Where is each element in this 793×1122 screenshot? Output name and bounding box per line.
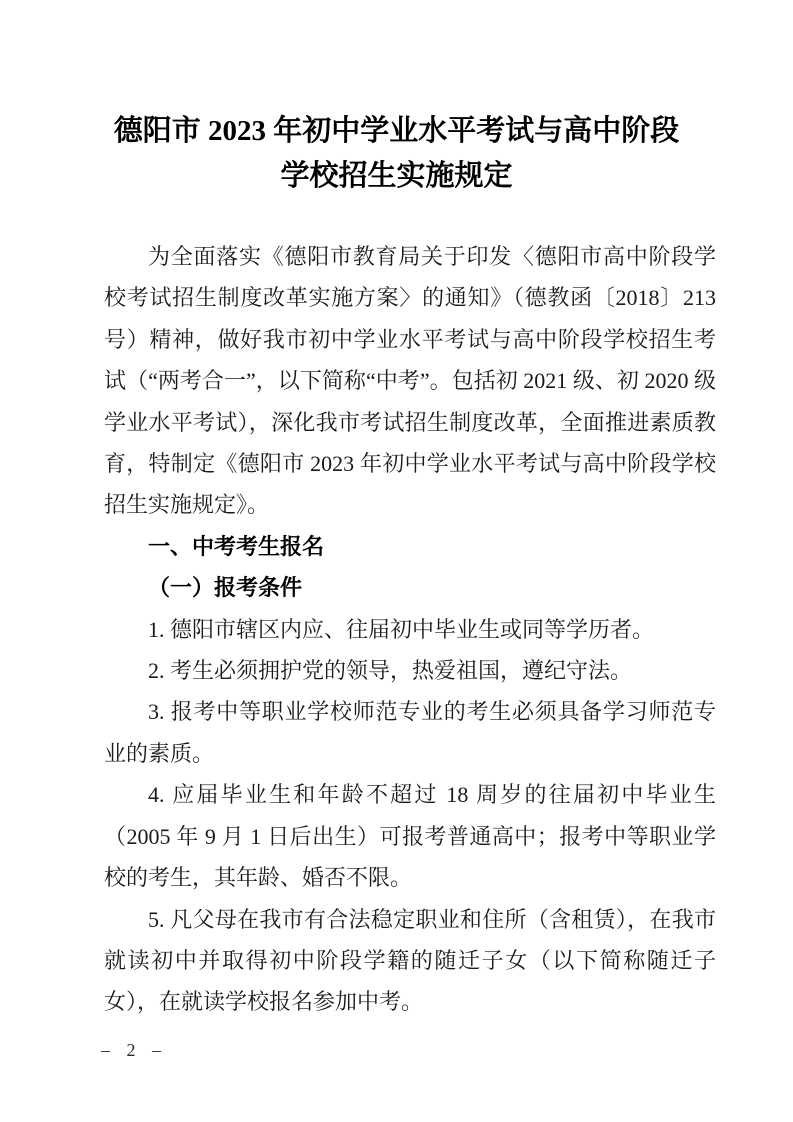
list-item-2: 2. 考生必须拥护党的领导，热爱祖国，遵纪守法。: [148, 658, 633, 684]
title-line-1: 德阳市 2023 年初中学业水平考试与高中阶段: [113, 115, 680, 147]
list-item-3: 3. 报考中等职业学校师范专业的考生必须具备学习师范专业的素质。: [104, 699, 716, 766]
list-item-5: 5. 凡父母在我市有合法稳定职业和住所（含租赁），在我市就读初中并取得初中阶段学籍的随迁子女（以下简称随迁子女），在就读学校报名参加中考。: [104, 906, 716, 1015]
document-title: [0, 109, 793, 199]
paragraph-intro: 为全面落实《德阳市教育局关于印发〈德阳市高中阶段学校考试招生制度改革实施方案〉的通知》（德教函〔2018〕213号）精神，做好我市初中学业水平考试与高中阶段学校招生考试（“两考合一”，以下简称“中考”。包括初 2021 级、初 2020 级学业水平考试），深化我市考试招生制度改革，全面推进素质教育，特制定《德阳市 2023 年初中学业水平考试与高中阶段学校招生实施规定》。: [104, 244, 716, 518]
subsection-heading-conditions: （一）报考条件: [148, 575, 303, 601]
title-line-2: 学校招生实施规定: [280, 160, 513, 192]
document-body: [104, 236, 716, 1023]
page-number: – 2 –: [101, 1040, 167, 1060]
section-heading-registration: 一、中考考生报名: [148, 533, 325, 559]
list-item-1: 1. 德阳市辖区内应、往届初中毕业生或同等学历者。: [148, 616, 655, 642]
list-item-4: 4. 应届毕业生和年龄不超过 18 周岁的往届初中毕业生（2005 年 9 月 1 日后出生）可报考普通高中；报考中等职业学校的考生，其年龄、婚否不限。: [104, 782, 716, 891]
